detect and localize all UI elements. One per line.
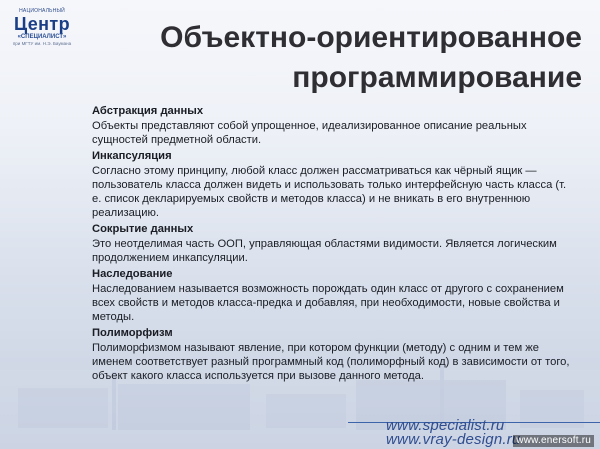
section-abstraction — [92, 104, 578, 147]
section-heading: Полиморфизм — [92, 327, 173, 339]
center-logo — [10, 8, 74, 60]
logo-sub-text: «СПЕЦИАЛИСТ» — [17, 34, 67, 40]
logo-main-text: Центр — [13, 14, 71, 34]
section-encapsulation — [92, 149, 578, 220]
logo-foot-text: при МГТУ им. Н.Э. Баумана — [12, 41, 72, 46]
section-heading: Сокрытие данных — [92, 223, 194, 235]
slide-content — [92, 104, 578, 385]
source-watermark: www.enersoft.ru — [513, 435, 594, 447]
vray-design-website-link[interactable]: www.vray-design.ru — [386, 431, 521, 448]
section-text: Полиморфизмом называют явление, при котором функции (методу) с одним и тем же именем соответствует разный программный код (полиморфный код) в зависимости от того, объект какого класса используется при вызове данного метода. — [92, 342, 570, 382]
section-inheritance — [92, 267, 578, 324]
section-text: Наследованием называется возможность порождать один класс от другого с сохранением всех свойств и методов класса-предка и добавляя, при необходимости, новые свойства и методы. — [92, 283, 564, 323]
section-heading: Абстракция данных — [92, 105, 204, 117]
specialist-website-link[interactable]: www.specialist.ru — [386, 417, 505, 434]
section-data-hiding — [92, 222, 578, 265]
section-heading: Инкапсуляция — [92, 150, 172, 162]
section-heading: Наследование — [92, 268, 173, 280]
section-text: Объекты представляют собой упрощенное, идеализированное описание реальных сущностей предметной области. — [92, 120, 527, 146]
slide-title — [152, 18, 582, 98]
slide-title-line-1: Объектно-ориентированное — [160, 21, 582, 54]
section-polymorphism — [92, 326, 578, 383]
slide-title-line-2: программирование — [292, 61, 582, 94]
logo-small-top-text: НАЦИОНАЛЬНЫЙ — [19, 8, 65, 14]
section-text: Согласно этому принципу, любой класс должен рассматриваться как чёрный ящик — пользователь класса должен видеть и использовать только интерфейсную часть класса (т. е. список декларируемых свойств и методов класса) и не вникать в его внутреннюю реализацию. — [92, 165, 567, 219]
section-text: Это неотделимая часть ООП, управляющая областями видимости. Является логическим продолжением инкапсуляции. — [92, 238, 557, 264]
